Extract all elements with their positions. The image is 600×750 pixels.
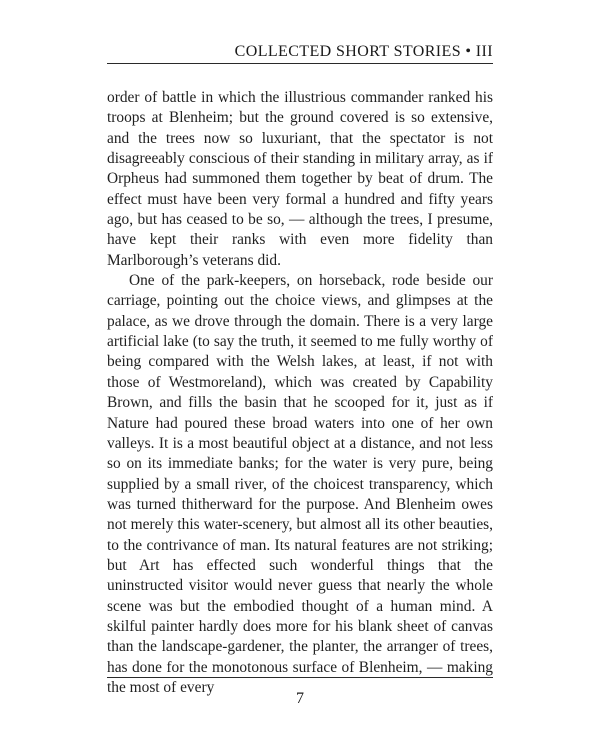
paragraph: One of the park-keepers, on horseback, rode beside our carriage, pointing out the choice views, and glimpses at the palace, as we drove through the domain. There is a very large artificial lake (to say the truth, it seemed to me fully worthy of being compared with the Welsh lakes, at least, if not with those of Westmoreland), which was created by Capability Brown, and fills the basin that he scooped for it, just as if Nature had poured these broad waters into one of her own valleys. It is a most beautiful object at a distance, and not less so on its immediate banks; for the water is very pure, being supplied by a small river, of the choicest transparency, which was turned thitherward for the purpose. And Blenheim owes not merely this water-scenery, but almost all its other beauties, to the contrivance of man. Its natural features are not striking; but Art has effected such wonderful things that the uninstructed visitor would never guess that nearly the whole scene was but the embodied thought of a human mind. A skilful painter hardly does more for his blank sheet of canvas than the landscape-gardener, the planter, the arranger of trees, has done for the monotonous surface of Blenheim, — making the most of every	[107, 272, 493, 696]
running-head: COLLECTED SHORT STORIES • III	[234, 43, 493, 60]
body-text	[107, 88, 493, 698]
footer-rule	[107, 677, 493, 678]
paragraph-continued: order of battle in which the illustrious commander ranked his troops at Blenheim; but the ground covered is so extensive, and the trees now so luxuriant, that the spectator is not disagreeably conscious of their standing in military array, as if Orpheus had summoned them together by beat of drum. The effect must have been very formal a hundred and fifty years ago, but has ceased to be so, — although the trees, I presume, have kept their ranks with even more fidelity than Marlborough’s veterans did.	[107, 89, 493, 269]
header-rule	[107, 63, 493, 64]
page-number: 7	[296, 690, 304, 707]
